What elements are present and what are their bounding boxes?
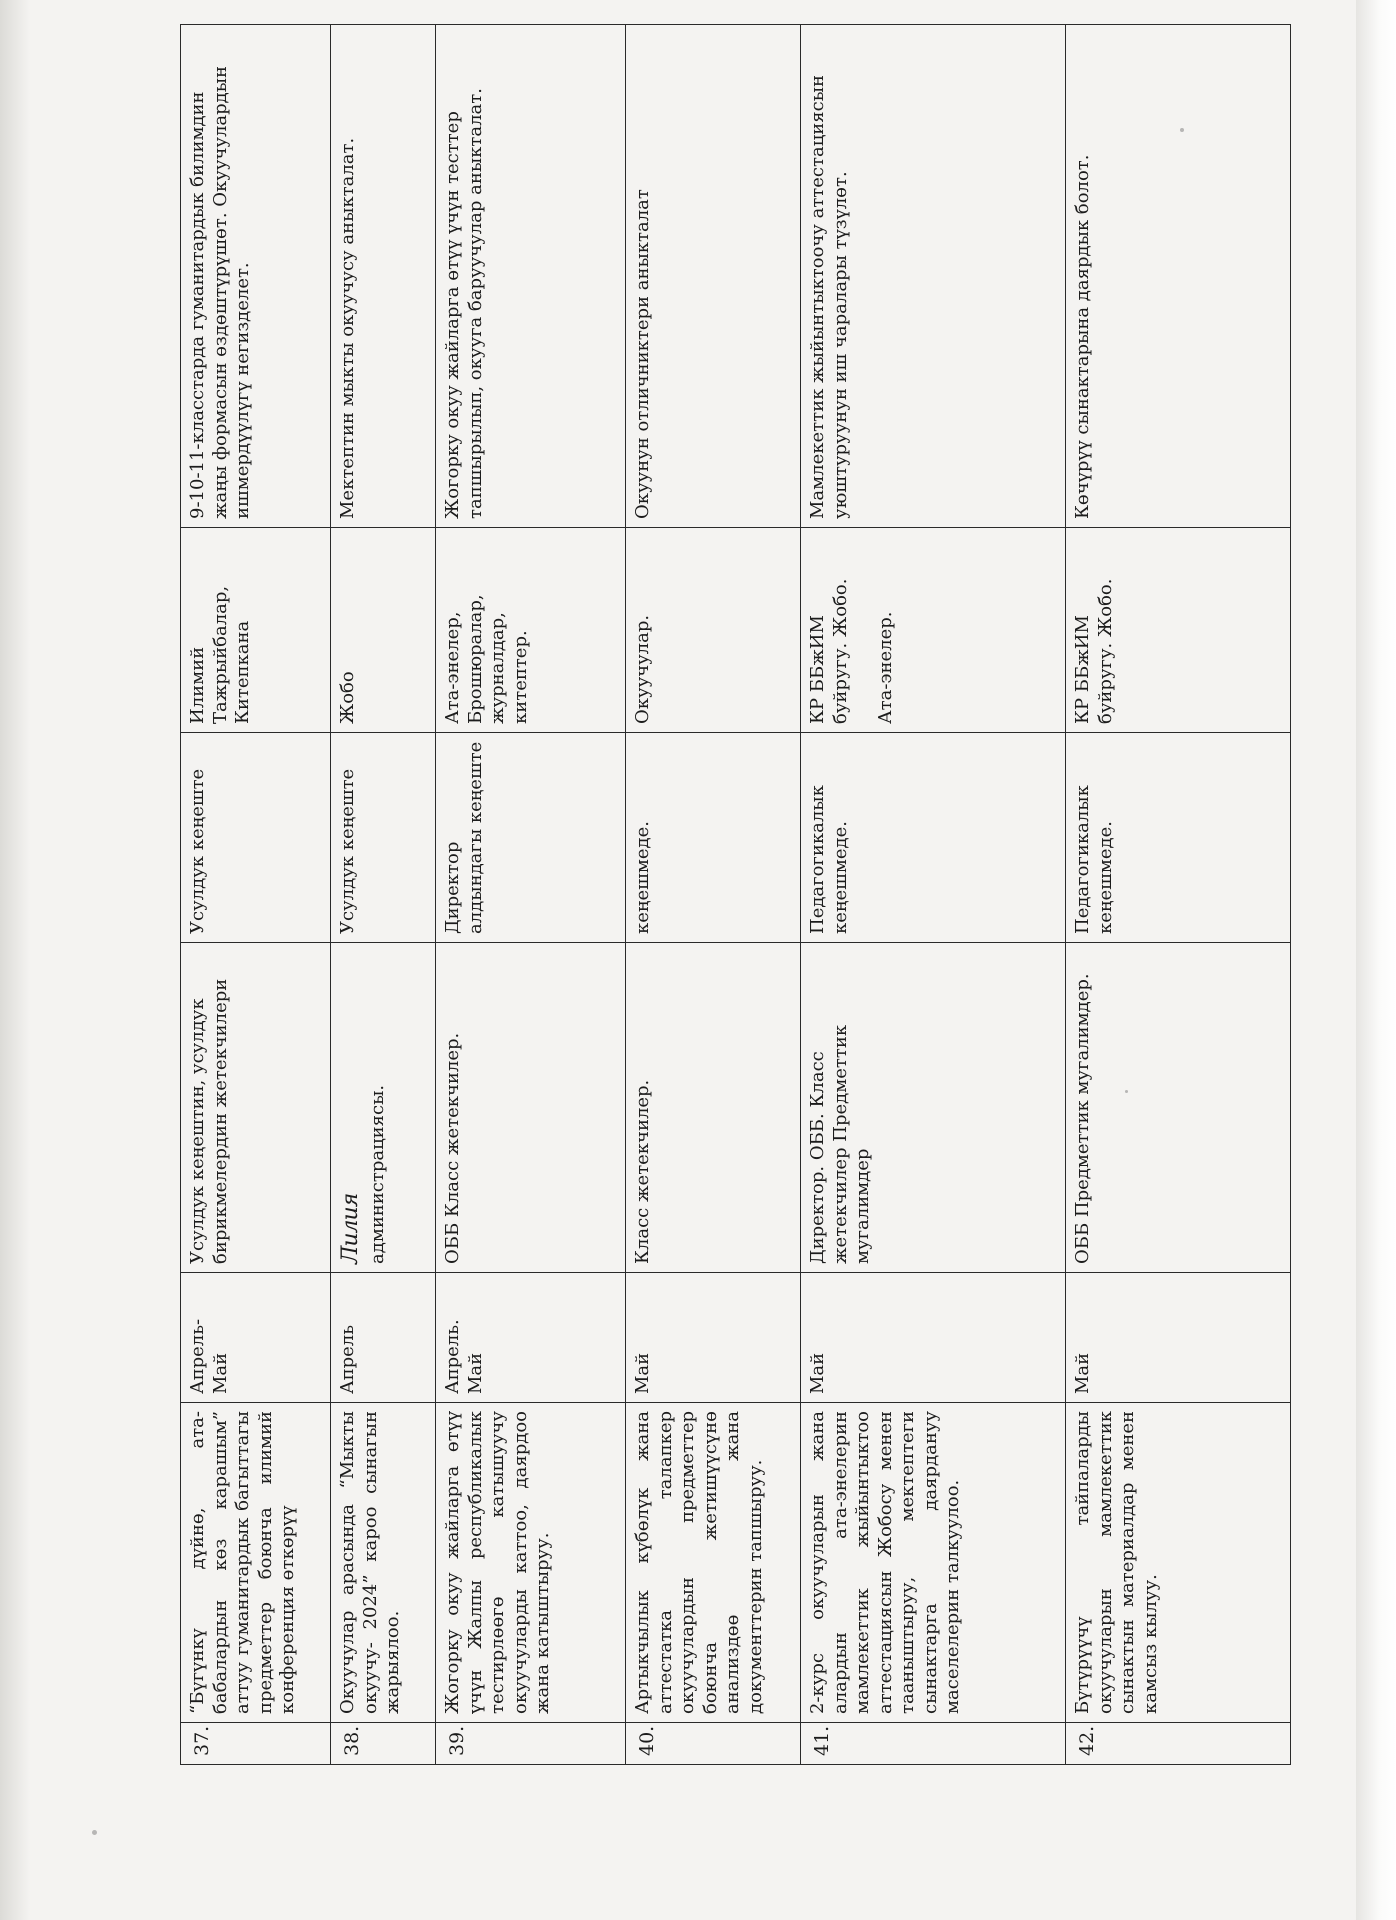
row-number: 39. — [436, 1723, 626, 1765]
responsible-cell-with-signature — [331, 943, 436, 1273]
scan-speck — [1180, 128, 1184, 132]
row-number: 37. — [181, 1723, 331, 1765]
result-cell: Окуунун отличниктери аныкталат — [626, 25, 801, 528]
table-row — [626, 25, 801, 1765]
responsible-cell: ОББ Предметтик мугалимдер. — [1066, 943, 1291, 1273]
result-cell: 9-10-11-класстарда гуманитардык билимдин жаңы формасын өздөштүрүшөт. Окуучулардын ишмердүүлүгү негизделет. — [181, 25, 331, 528]
result-cell: Мамлекеттик жыйынтыктоочу аттестациясын уюштуруунун иш чаралары түзүлөт. — [801, 25, 1066, 528]
where-cell: Директор алдындагы кеңеште — [436, 733, 626, 943]
table-row — [181, 25, 331, 1765]
resources-cell: Ата-энелер, Брошюралар, журналдар, китептер. — [436, 528, 626, 733]
responsible-cell: ОББ Класс жетекчилер. — [436, 943, 626, 1273]
where-cell: Педагогикалык кеңешмеде. — [1066, 733, 1291, 943]
term-cell: Май — [626, 1273, 801, 1403]
row-number: 40. — [626, 1723, 801, 1765]
scan-shadow-right — [1356, 0, 1396, 1920]
event-cell: Окуучулар арасында “Мыкты окуучу- 2024” кароо сынагын жарыялоо. — [331, 1403, 436, 1723]
plan-table — [180, 24, 1291, 1765]
term-cell: Май — [801, 1273, 1066, 1403]
event-cell: Жогорку окуу жайларга өтүү үчүн Жалпы республикалык тестирлөөгө катышуучу окуучуларды каттоо, даярдоо жана катыштыруу. — [436, 1403, 626, 1723]
where-cell: Усулдук кеңеште — [331, 733, 436, 943]
scan-shadow-left — [0, 0, 30, 1920]
responsible-text: администрациясы. — [366, 1084, 388, 1264]
handwritten-signature: Лилия — [338, 1193, 363, 1264]
where-cell: Усулдук кеңеште — [181, 733, 331, 943]
table-row — [1066, 25, 1291, 1765]
result-cell: Мектептин мыкты окуучусу аныкталат. — [331, 25, 436, 528]
resources-cell: КР ББжИМ буйругу. Жобо. Ата-энелер. — [801, 528, 1066, 733]
where-cell: Педагогикалык кеңешмеде. — [801, 733, 1066, 943]
responsible-cell: Усулдук кеңештин, усулдук бирикмелердин жетекчилери — [181, 943, 331, 1273]
term-cell: Май — [1066, 1273, 1291, 1403]
where-cell: кеңешмеде. — [626, 733, 801, 943]
term-cell: Апрель. Май — [436, 1273, 626, 1403]
row-number: 38. — [331, 1723, 436, 1765]
resources-cell: Илимий Тажрыйбалар, Китепкана — [181, 528, 331, 733]
table-row — [331, 25, 436, 1765]
row-number: 41. — [801, 1723, 1066, 1765]
event-cell: Артыкчылык күбөлүк жана аттестатка талапкер окуучулардын предметтер боюнча жетишүүсүнө анализдөө жана документтерин тапшыруу. — [626, 1403, 801, 1723]
event-cell: Бүтүрүүчү тайпаларды окуучуларын мамлекеттик сынактын материалдар менен камсыз кылуу. — [1066, 1403, 1291, 1723]
responsible-cell: Директор. ОББ. Класс жетекчилер Предметтик мугалимдер — [801, 943, 1066, 1273]
row-number: 42. — [1066, 1723, 1291, 1765]
scan-speck — [1125, 1090, 1128, 1093]
term-cell: Апрель — [331, 1273, 436, 1403]
result-cell: Көчүрүү сынактарына даярдык болот. — [1066, 25, 1291, 528]
rotated-page — [180, 25, 1290, 1765]
scan-speck — [92, 1830, 97, 1835]
responsible-cell: Класс жетекчилер. — [626, 943, 801, 1273]
table-row — [436, 25, 626, 1765]
event-cell: 2-курс окуучуларын жана алардын ата-энелерин мамлекеттик жыйынтыктоо аттестациясын Жобосу менен тааныштыруу, мектептеги сынактарга даярдануу маселелерин талкуулоо. — [801, 1403, 1066, 1723]
event-cell: “Бүгүнкү дүйнө, ата-бабалардын көз карашым” аттуу гуманитардык багыттагы предметтер боюнча илимий конференция өткөрүү — [181, 1403, 331, 1723]
term-cell: Апрель-Май — [181, 1273, 331, 1403]
table-row — [801, 25, 1066, 1765]
resources-cell: КР ББжИМ буйругу. Жобо. — [1066, 528, 1291, 733]
resources-cell: Окуучулар. — [626, 528, 801, 733]
resources-cell: Жобо — [331, 528, 436, 733]
result-cell: Жогорку окуу жайларга өтүү үчүн тесттер тапшырылып, окууга баруучулар аныкталат. — [436, 25, 626, 528]
